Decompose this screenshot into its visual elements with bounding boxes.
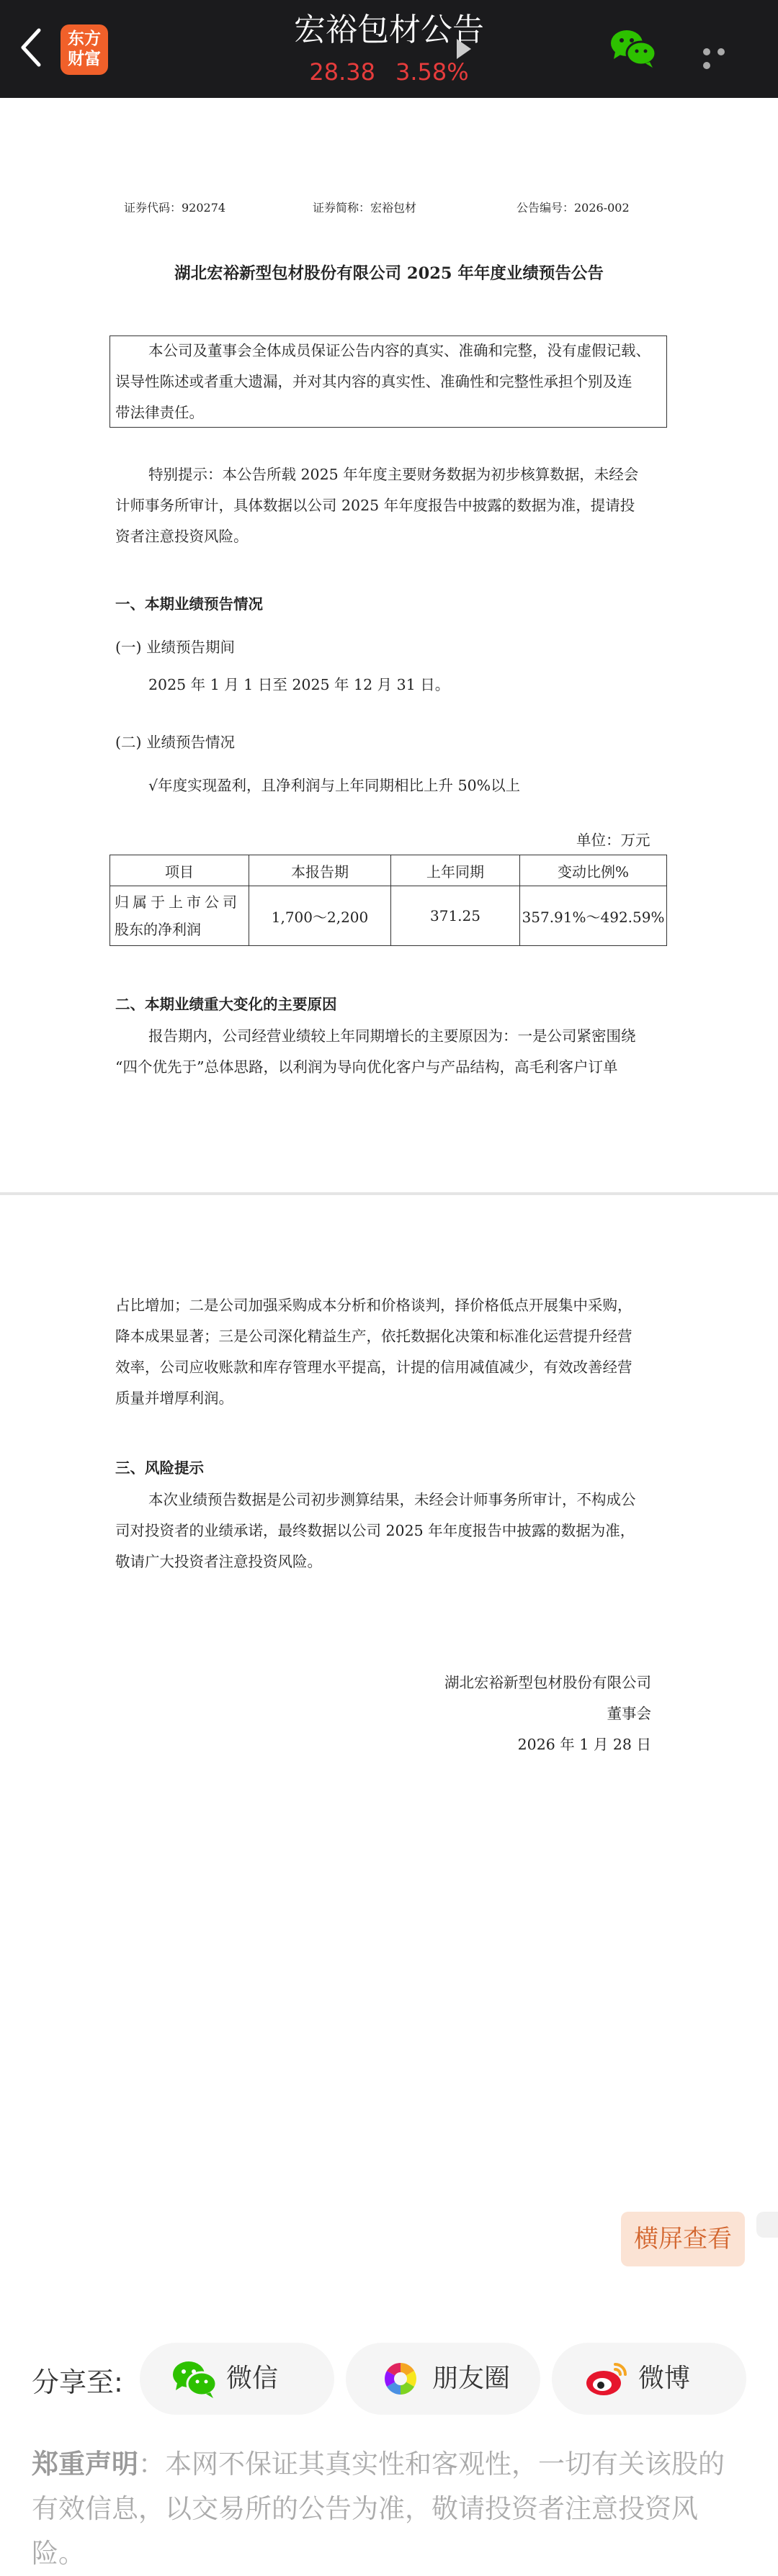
- table-cell: 357.91%～492.59%: [520, 886, 667, 946]
- box-line-2: 误导性陈述或者重大遗漏，并对其内容的真实性、准确性和完整性承担个别及连: [115, 373, 632, 390]
- share-weibo-button[interactable]: [552, 2343, 746, 2415]
- box-line-1: 本公司及董事会全体成员保证公告内容的真实、准确和完整，没有虚假记载、: [148, 342, 650, 359]
- wechat-icon: [609, 27, 657, 69]
- disclaimer-title: 郑重声明: [32, 2449, 138, 2480]
- share-wechat-button[interactable]: [140, 2343, 334, 2415]
- table-cell: 371.25: [391, 886, 520, 946]
- risk-line-1: 本次业绩预告数据是公司初步测算结果，未经会计师事务所审计，不构成公: [148, 1491, 636, 1508]
- moments-icon: [377, 2359, 424, 2399]
- weibo-icon: [584, 2359, 630, 2399]
- subsection-2-title: (二) 业绩预告情况: [115, 734, 236, 751]
- table-header-cell: 本报告期: [249, 855, 391, 886]
- logo-line1: 东方: [68, 30, 101, 48]
- table-header-row: [110, 855, 667, 886]
- table-header-cell: 上年同期: [391, 855, 520, 886]
- signature-board: 董事会: [607, 1705, 651, 1722]
- subsection-1-title: (一) 业绩预告期间: [115, 639, 236, 656]
- reason-line-3: 占比增加；二是公司加强采购成本分析和价格谈判，择价格低点开展集中采购，: [115, 1297, 632, 1314]
- table-row: [110, 886, 667, 946]
- play-triangle-icon[interactable]: [457, 39, 471, 59]
- tip-line-1: 特别提示：本公告所载 2025 年年度主要财务数据为初步核算数据，未经会: [148, 466, 639, 483]
- security-short-name: 证券简称：宏裕包材: [313, 201, 417, 215]
- stock-quote[interactable]: [0, 58, 778, 86]
- wechat-share-button[interactable]: [609, 27, 657, 69]
- page-divider: [0, 1192, 778, 1195]
- reason-line-2: “四个优先于”总体思路，以利润为导向优化客户与产品结构，高毛利客户订单: [115, 1058, 618, 1076]
- stock-price: 28.38: [309, 58, 375, 86]
- share-moments-label: 朋友圈: [432, 2364, 511, 2393]
- security-code: 证券代码：920274: [124, 201, 226, 215]
- table-item-line1: 归属于上市公司: [115, 893, 241, 911]
- document-title: 湖北宏裕新型包材股份有限公司 2025 年年度业绩预告公告: [174, 264, 604, 283]
- share-weibo-label: 微博: [638, 2364, 691, 2393]
- page-title: 宏裕包材公告: [294, 12, 484, 48]
- section-3-title: 三、风险提示: [115, 1459, 204, 1477]
- performance-table: [109, 855, 667, 946]
- reason-line-5: 效率，公司应收账款和库存管理水平提高，计提的信用减值减少，有效改善经营: [115, 1359, 632, 1376]
- legal-disclaimer: [32, 2442, 745, 2576]
- edge-tab[interactable]: [756, 2212, 778, 2238]
- signature-company: 湖北宏裕新型包材股份有限公司: [444, 1674, 651, 1691]
- section-2-title: 二、本期业绩重大变化的主要原因: [115, 996, 337, 1013]
- share-wechat-label: 微信: [226, 2364, 279, 2393]
- table-header-cell: 变动比例%: [520, 855, 667, 886]
- notice-number: 公告编号：2026-002: [517, 201, 630, 215]
- box-line-3: 带法律责任。: [115, 404, 204, 421]
- signature-date: 2026 年 1 月 28 日: [517, 1736, 651, 1753]
- table-header-cell: 项目: [110, 855, 249, 886]
- top-bar: [0, 0, 778, 98]
- share-moments-button[interactable]: [346, 2343, 540, 2415]
- risk-line-3: 敬请广大投资者注意投资风险。: [115, 1553, 322, 1570]
- table-item-line2: 股东的净利润: [115, 921, 201, 938]
- tip-line-2: 计师事务所审计，具体数据以公司 2025 年年度报告中披露的数据为准，提请投: [115, 497, 635, 514]
- landscape-view-button[interactable]: 横屏查看: [621, 2212, 745, 2266]
- stock-change-pct: 3.58%: [395, 58, 469, 86]
- reason-line-1: 报告期内，公司经营业绩较上年同期增长的主要原因为：一是公司紧密围绕: [148, 1027, 636, 1045]
- reason-line-4: 降本成果显著；三是公司深化精益生产，依托数据化决策和标准化运营提升经营: [115, 1328, 632, 1345]
- section-1-title: 一、本期业绩预告情况: [115, 595, 263, 613]
- subsection-2-text: √年度实现盈利，且净利润与上年同期相比上升 50%以上: [148, 777, 521, 794]
- share-label: 分享至:: [32, 2366, 123, 2398]
- table-cell-item: [110, 886, 249, 946]
- subsection-1-text: 2025 年 1 月 1 日至 2025 年 12 月 31 日。: [148, 676, 450, 693]
- logo-line2: 财富: [68, 50, 101, 68]
- disclaimer-text: ：本网不保证其真实性和客观性，一切有关该股的有效信息，以交易所的公告为准，敬请投资者注意投资风险。: [32, 2449, 725, 2569]
- unit-label: 单位：万元: [576, 832, 650, 849]
- reason-line-6: 质量并增厚利润。: [115, 1390, 233, 1407]
- wechat-icon: [171, 2359, 218, 2399]
- table-cell: 1,700～2,200: [249, 886, 391, 946]
- risk-line-2: 司对投资者的业绩承诺，最终数据以公司 2025 年年度报告中披露的数据为准，: [115, 1522, 635, 1539]
- more-dots-icon[interactable]: [703, 45, 743, 53]
- tip-line-3: 资者注意投资风险。: [115, 528, 249, 545]
